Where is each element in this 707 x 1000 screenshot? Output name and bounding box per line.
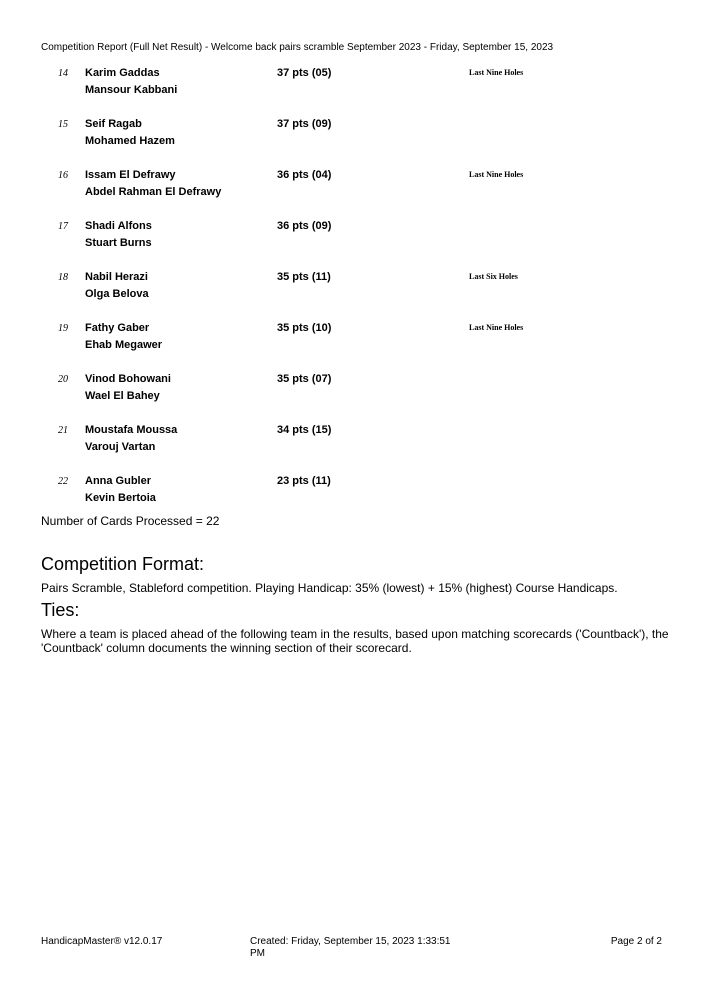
player-one-name: Seif Ragab bbox=[85, 118, 142, 130]
ties-text: Where a team is placed ahead of the following team in the results, based upon matching scorecards ('Countback'), the 'Countback' column documents the winning section of their scorecard. bbox=[41, 627, 669, 655]
competition-format-text: Pairs Scramble, Stableford competition. Playing Handicap: 35% (lowest) + 15% (highest) Course Handicaps. bbox=[41, 581, 618, 595]
player-one-name: Moustafa Moussa bbox=[85, 424, 178, 436]
result-position: 22 bbox=[58, 476, 68, 487]
created-timestamp: Created: Friday, September 15, 2023 1:33:51 PM bbox=[250, 936, 451, 959]
result-position: 15 bbox=[58, 119, 68, 130]
result-entry bbox=[41, 219, 661, 270]
player-two-name: Stuart Burns bbox=[85, 237, 152, 249]
result-score: 37 pts (09) bbox=[277, 118, 332, 130]
player-two-name: Wael El Bahey bbox=[85, 390, 160, 402]
competition-format-heading: Competition Format: bbox=[41, 554, 205, 574]
result-position: 21 bbox=[58, 425, 68, 436]
result-position: 16 bbox=[58, 170, 68, 181]
result-position: 14 bbox=[58, 68, 68, 79]
player-two-name: Kevin Bertoia bbox=[85, 492, 156, 504]
result-position: 19 bbox=[58, 323, 68, 334]
countback-note: Last Nine Holes bbox=[469, 170, 524, 179]
result-entry bbox=[41, 168, 661, 219]
player-one-name: Issam El Defrawy bbox=[85, 169, 176, 181]
results-list bbox=[41, 66, 661, 525]
countback-note: Last Nine Holes bbox=[469, 323, 524, 332]
page-number: Page 2 of 2 bbox=[610, 936, 662, 947]
player-two-name: Mansour Kabbani bbox=[85, 84, 178, 96]
result-entry bbox=[41, 66, 661, 117]
player-one-name: Anna Gubler bbox=[85, 475, 152, 487]
result-score: 35 pts (11) bbox=[277, 271, 331, 283]
result-position: 17 bbox=[58, 221, 68, 232]
result-score: 35 pts (07) bbox=[277, 373, 332, 385]
result-position: 18 bbox=[58, 272, 68, 283]
result-score: 34 pts (15) bbox=[277, 424, 332, 436]
result-score: 36 pts (04) bbox=[277, 169, 332, 181]
player-two-name: Varouj Vartan bbox=[85, 441, 156, 453]
result-entry bbox=[41, 270, 661, 321]
player-one-name: Fathy Gaber bbox=[85, 322, 150, 334]
player-one-name: Shadi Alfons bbox=[85, 220, 152, 232]
result-entry bbox=[41, 372, 661, 423]
result-entry bbox=[41, 321, 661, 372]
player-two-name: Abdel Rahman El Defrawy bbox=[85, 186, 222, 198]
result-entry bbox=[41, 423, 661, 474]
player-two-name: Ehab Megawer bbox=[85, 339, 163, 351]
result-entry bbox=[41, 117, 661, 168]
page-header: Competition Report (Full Net Result) - Welcome back pairs scramble September 2023 - Friday, September 15, 2023 bbox=[41, 42, 554, 53]
result-score: 37 pts (05) bbox=[277, 67, 332, 79]
cards-processed-count: Number of Cards Processed = 22 bbox=[41, 514, 220, 528]
software-version: HandicapMaster® v12.0.17 bbox=[41, 936, 163, 947]
player-one-name: Nabil Herazi bbox=[85, 271, 148, 283]
result-score: 35 pts (10) bbox=[277, 322, 332, 334]
player-one-name: Karim Gaddas bbox=[85, 67, 160, 79]
result-position: 20 bbox=[58, 374, 68, 385]
countback-note: Last Six Holes bbox=[469, 272, 518, 281]
result-score: 36 pts (09) bbox=[277, 220, 332, 232]
ties-heading: Ties: bbox=[41, 600, 80, 620]
player-two-name: Mohamed Hazem bbox=[85, 135, 175, 147]
player-one-name: Vinod Bohowani bbox=[85, 373, 171, 385]
result-score: 23 pts (11) bbox=[277, 475, 331, 487]
countback-note: Last Nine Holes bbox=[469, 68, 524, 77]
player-two-name: Olga Belova bbox=[85, 288, 149, 300]
